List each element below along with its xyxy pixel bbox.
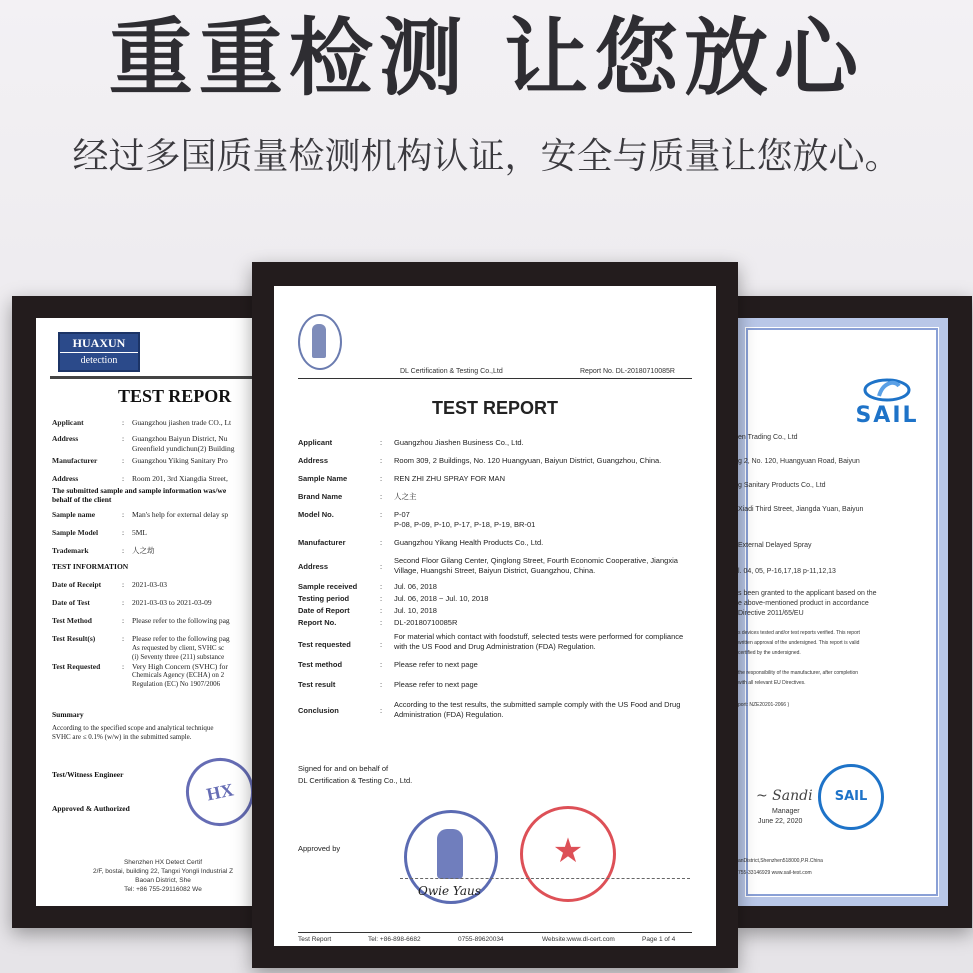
middle-certificate-paper: DL Certification & Testing Co.,Ltd Report No. DL-20180710085R TEST REPORT Applicant : Guangzhou Jiashen Business Co., Ltd. Address : Room 309, 2 Buildings, No. 120 Huangyuan, Baiyun District, Guangzhou, China. Sample Name : REN ZHI ZHU SPRAY FOR MAN Brand Name : 人之主 Model No. : P-07 P-08, P-09, P-10, P-17, P-18, P-19, BR-01 Manufacturer : Guangzhou Yikang Health Products Co., Ltd. Address : Second Floor Gilang Center, Qinglong Street, Fourth Economic Cooperative, Jiangxia Village, Huangshi Street, Baiyun District, Guangzhou, China. Sample received : Jul. 06, 2018 Testing period : Jul. 06, 2018 ~ Jul. 10, 2018 Date of Report : Jul. 10, 2018 Report No. : DL-20180710085R Test requested : For material which contact with foodstuff, selected tests were performed for compliance with the US Food and Drug Administration (FDA) Regulation. Test method : Please refer to next page Test result : Please refer to next page Conclusion : According to the test results, the submitted sample comply with the US Food and Drug Administration (FDA) Regulation. Signed for and on behalf of DL Certification & Testing Co., Ltd. Approved by Owie Yaus ★ Test Report Tel: +86-898-6682 0755-89620034 Website:www.dl-cert.com Page 1 of 4	[274, 286, 716, 946]
signed-on-behalf: Signed for and on behalf of	[298, 764, 389, 773]
approver-signature: Owie Yaus	[418, 884, 481, 898]
left-row: Test Result(s) : Please refer to the following pag	[52, 634, 230, 643]
left-footer: Shenzhen HX Detect Certif 2/F, bostai, building 22, Tangxi Yongli Industrial Z Baoan District, She Tel: +86 755-29116082 We	[92, 859, 234, 893]
left-row: Sample Model : 5ML	[52, 528, 147, 537]
signed-company: DL Certification & Testing Co., Ltd.	[298, 776, 413, 785]
left-row: Date of Receipt : 2021-03-03	[52, 580, 167, 589]
sail-logo	[832, 374, 942, 428]
middle-certificate-frame	[252, 262, 738, 968]
right-footer: 755-33146929 www.sail-test.com	[738, 870, 812, 876]
header-report-no: Report No. DL-20180710085R	[580, 368, 675, 375]
header-rule	[50, 376, 274, 379]
footer-test-report: Test Report	[298, 936, 332, 943]
huaxun-logo	[58, 332, 140, 372]
left-row: Trademark : 人之劫	[52, 546, 155, 555]
left-row: Address : Guangzhou Baiyun District, Nu	[52, 434, 228, 443]
result-note: (i) Seventy three (211) substance	[132, 653, 225, 661]
manager-date: June 22, 2020	[758, 818, 803, 825]
result-note: Chemicals Agency (ECHA) on 2	[132, 671, 225, 679]
summary-heading: Summary	[52, 710, 84, 719]
test-information-heading: TEST INFORMATION	[52, 562, 129, 571]
submitted-note-1: The submitted sample and sample information was/we	[52, 486, 227, 495]
result-note: As requested by client, SVHC sc	[132, 644, 225, 652]
submitted-note-2: behalf of the client	[52, 495, 112, 504]
right-line: certified by the undersigned.	[738, 650, 801, 656]
approved-label: Approved & Authorized	[52, 804, 130, 813]
right-line: port: NZE20201-2066 )	[738, 702, 790, 708]
left-row: Sample name : Man's help for external delay sp	[52, 510, 229, 519]
manager-signature: ~ Sandi	[756, 788, 813, 804]
right-line: with all relevant EU Directives.	[738, 680, 806, 686]
red-company-seal-icon: ★	[520, 806, 616, 902]
right-certificate-paper	[736, 318, 948, 906]
huaxun-logo-line2: detection	[80, 355, 118, 366]
right-line: the responsibility of the manufacturer, after completion	[738, 670, 859, 676]
left-row: Test Requested : Very High Concern (SVHC) for	[52, 662, 228, 671]
right-certificate-frame	[736, 296, 972, 928]
footer-rule	[298, 932, 692, 933]
footer-fax: 0755-89620034	[458, 936, 504, 943]
sail-seal: SAIL	[818, 764, 884, 830]
footer-page: Page 1 of 4	[642, 936, 676, 943]
headline: 重重检测 让您放心	[108, 9, 865, 107]
right-line: Directive 2011/65/EU	[738, 610, 804, 617]
header-company: DL Certification & Testing Co.,Ltd	[400, 368, 503, 375]
right-line: External Delayed Spray	[738, 542, 812, 549]
left-row: Applicant : Guangzhou jiashen trade CO., Lt	[52, 418, 232, 427]
dl-logo-icon	[298, 314, 342, 370]
left-row: Greenfield yundichun(2) Building	[132, 444, 235, 453]
manager-label: Manager	[772, 808, 800, 815]
subheadline: 经过多国质量检测机构认证，安全与质量让您放心。	[72, 136, 901, 177]
header-rule	[298, 378, 692, 379]
right-line: g 2, No. 120, Huangyuan Road, Baiyun	[738, 458, 860, 465]
signature-line	[400, 878, 690, 879]
summary-line: SVHC are ≤ 0.1% (w/w) in the submitted sample.	[52, 733, 192, 741]
left-cert-title: TEST REPOR	[118, 386, 232, 406]
right-line: s devices tested and/or test reports verified. This report	[738, 630, 860, 636]
right-line: written approval of the undersigned. This report is valid	[738, 640, 860, 646]
footer-tel: Tel: +86-898-6682	[368, 936, 421, 943]
summary-line: According to the specified scope and analytical technique	[52, 724, 214, 732]
left-row: Manufacturer : Guangzhou Yiking Sanitary Pro	[52, 456, 228, 465]
approved-by-label: Approved by	[298, 844, 341, 853]
right-line: s been granted to the applicant based on the	[738, 590, 877, 597]
sail-logo-text: SAIL	[855, 403, 919, 428]
huaxun-logo-line1: HUAXUN	[60, 334, 138, 353]
right-line: g Sanitary Products Co., Ltd	[738, 482, 826, 489]
right-line: en Trading Co., Ltd	[738, 434, 798, 441]
right-line: Xiadi Third Street, Jiangda Yuan, Baiyun	[738, 506, 864, 513]
left-certificate-frame	[12, 296, 274, 928]
result-note: Regulation (EC) No 1907/2006	[132, 680, 221, 688]
sail-swoosh-icon	[859, 374, 915, 404]
engineer-label: Test/Witness Engineer	[52, 770, 124, 779]
left-certificate-paper	[36, 318, 274, 906]
left-row: Test Method : Please refer to the following pag	[52, 616, 230, 625]
left-row: Date of Test : 2021-03-03 to 2021-03-09	[52, 598, 212, 607]
right-footer: anDistrict,Shenzhen518000,P.R.China	[738, 858, 823, 864]
left-row: Address : Room 201, 3rd Xiangdia Street,	[52, 474, 228, 483]
right-line: e above-mentioned product in accordance	[738, 600, 869, 607]
footer-website: Website:www.dl-cert.com	[542, 936, 615, 943]
hx-stamp: HX	[180, 752, 261, 833]
right-line: l. 04, 05, P-16,17,18 p-11,12,13	[738, 568, 836, 575]
test-report-title: TEST REPORT	[431, 398, 558, 418]
